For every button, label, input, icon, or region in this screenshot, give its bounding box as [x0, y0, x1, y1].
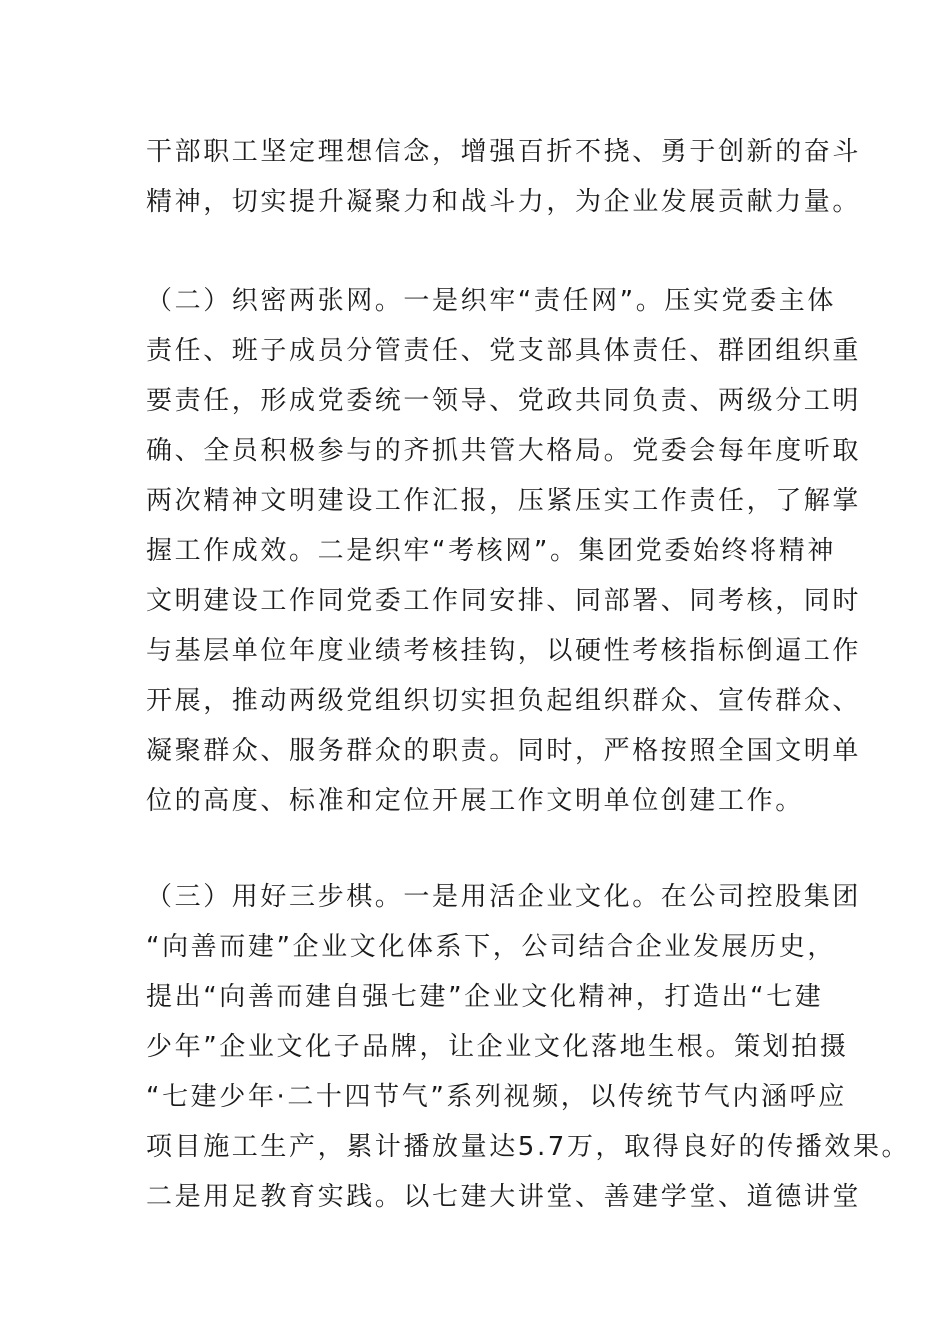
text-line: 两次精神文明建设工作汇报，压紧压实工作责任，了解掌 — [146, 486, 862, 516]
section-heading-line: （三）用好三步棋。一是用活企业文化。在公司控股集团 — [146, 882, 862, 912]
text-line: 责任、班子成员分管责任、党支部具体责任、群团组织重 — [146, 336, 862, 366]
text-line: 少年”企业文化子品牌，让企业文化落地生根。策划拍摄 — [146, 1032, 849, 1062]
section-heading-line: （二）织密两张网。一是织牢“责任网”。压实党委主体 — [146, 286, 836, 316]
text-line: 提出“向善而建自强七建”企业文化精神，打造出“七建 — [146, 982, 824, 1012]
text-line: 精神，切实提升凝聚力和战斗力，为企业发展贡献力量。 — [146, 187, 862, 217]
text-line: 凝聚群众、服务群众的职责。同时，严格按照全国文明单 — [146, 736, 862, 766]
text-line: 要责任，形成党委统一领导、党政共同负责、两级分工明 — [146, 386, 862, 416]
text-line: “向善而建”企业文化体系下，公司结合企业发展历史， — [146, 932, 836, 962]
text-line: 确、全员积极参与的齐抓共管大格局。党委会每年度听取 — [146, 436, 862, 466]
text-line: 项目施工生产，累计播放量达5.7万，取得良好的传播效果。 — [146, 1132, 911, 1162]
text-line: 握工作成效。二是织牢“考核网”。集团党委始终将精神 — [146, 536, 836, 566]
text-line: 二是用足教育实践。以七建大讲堂、善建学堂、道德讲堂 — [146, 1182, 862, 1212]
text-line: 位的高度、标准和定位开展工作文明单位创建工作。 — [146, 786, 804, 816]
text-line: 干部职工坚定理想信念，增强百折不挠、勇于创新的奋斗 — [146, 137, 862, 167]
text-line: 与基层单位年度业绩考核挂钩，以硬性考核指标倒逼工作 — [146, 636, 862, 666]
text-line: 文明建设工作同党委工作同安排、同部署、同考核，同时 — [146, 586, 862, 616]
text-line: 开展，推动两级党组织切实担负起组织群众、宣传群众、 — [146, 686, 862, 716]
text-line: “七建少年·二十四节气”系列视频，以传统节气内涵呼应 — [146, 1082, 847, 1112]
